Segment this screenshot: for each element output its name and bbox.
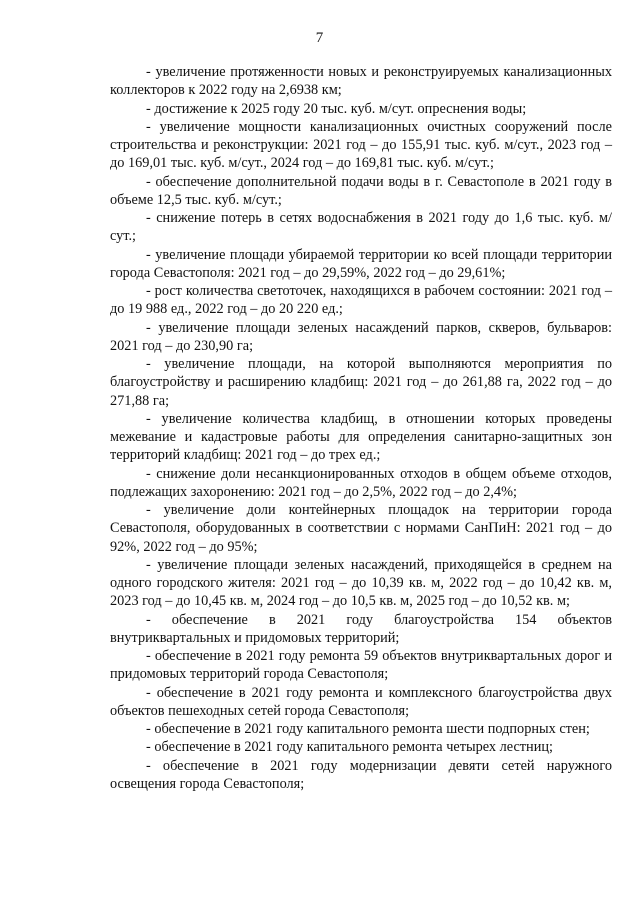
list-item: - рост количества светоточек, находящихся в рабочем состоянии: 2021 год – до 19 988 ед., 2022 год – до 20 220 ед.; [110,283,612,318]
list-item: - увеличение протяженности новых и реконструируемых канализационных коллекторов к 2022 году на 2,6938 км; [110,64,612,99]
list-item: - увеличение мощности канализационных очистных сооружений после строительства и реконструкции: 2021 год – до 155,91 тыс. куб. м/сут., 2023 год – до 169,01 тыс. куб. м/сут., 2024 год – до 169,81 тыс. куб. м/сут.; [110,118,612,172]
list-item: - увеличение количества кладбищ, в отношении которых проведены межевание и кадастровые работы для определения санитарно-защитных зон территорий кладбищ: 2021 год – до трех ед.; [110,410,612,464]
list-item: - снижение доли несанкционированных отходов в общем объеме отходов, подлежащих захоронению: 2021 год – до 2,5%, 2022 год – до 2,4%; [110,465,612,500]
list-item: - обеспечение в 2021 году капитального ремонта шести подпорных стен; [146,721,590,737]
page-number: 7 [315,30,324,46]
list-item: - обеспечение в 2021 году ремонта 59 объектов внутриквартальных дорог и придомовых территорий города Севастополя; [110,648,612,683]
document-body [110,63,612,793]
list-item: - увеличение площади убираемой территории ко всей площади территории города Севастополя: 2021 год – до 29,59%, 2022 год – до 29,61%; [110,246,612,281]
list-item: - обеспечение в 2021 году ремонта и комплексного благоустройства двух объектов пешеходных сетей города Севастополя; [110,684,612,719]
list-item: - снижение потерь в сетях водоснабжения в 2021 году до 1,6 тыс. куб. м/сут.; [110,210,612,245]
list-item: - увеличение площади зеленых насаждений парков, скверов, бульваров: 2021 год – до 230,90 га; [110,319,612,354]
list-item: - обеспечение в 2021 году капитального ремонта четырех лестниц; [146,739,553,756]
list-item: - обеспечение дополнительной подачи воды в г. Севастополе в 2021 году в объеме 12,5 тыс. куб. м/сут.; [110,173,612,208]
list-item: - достижение к 2025 году 20 тыс. куб. м/сут. опреснения воды; [146,100,527,117]
list-item: - обеспечение в 2021 году благоустройства 154 объектов внутриквартальных и придомовых территорий; [110,611,612,646]
list-item: - увеличение площади зеленых насаждений, приходящейся в среднем на одного городского жителя: 2021 год – до 10,39 кв. м, 2022 год – до 10,42 кв. м, 2023 год – до 10,45 кв. м, 2024 год – до 10,5 кв. м, 2025 год – до 10,52 кв. м; [110,556,612,610]
list-item: - обеспечение в 2021 году модернизации девяти сетей наружного освещения города Севастополя; [110,757,612,792]
list-item: - увеличение доли контейнерных площадок на территории города Севастополя, оборудованных в соответствии с нормами СанПиН: 2021 год – до 92%, 2022 год – до 95%; [110,502,612,555]
list-item: - увеличение площади, на которой выполняются мероприятия по благоустройству и расширению кладбищ: 2021 год – до 261,88 га, 2022 год – до 271,88 га; [110,356,612,409]
